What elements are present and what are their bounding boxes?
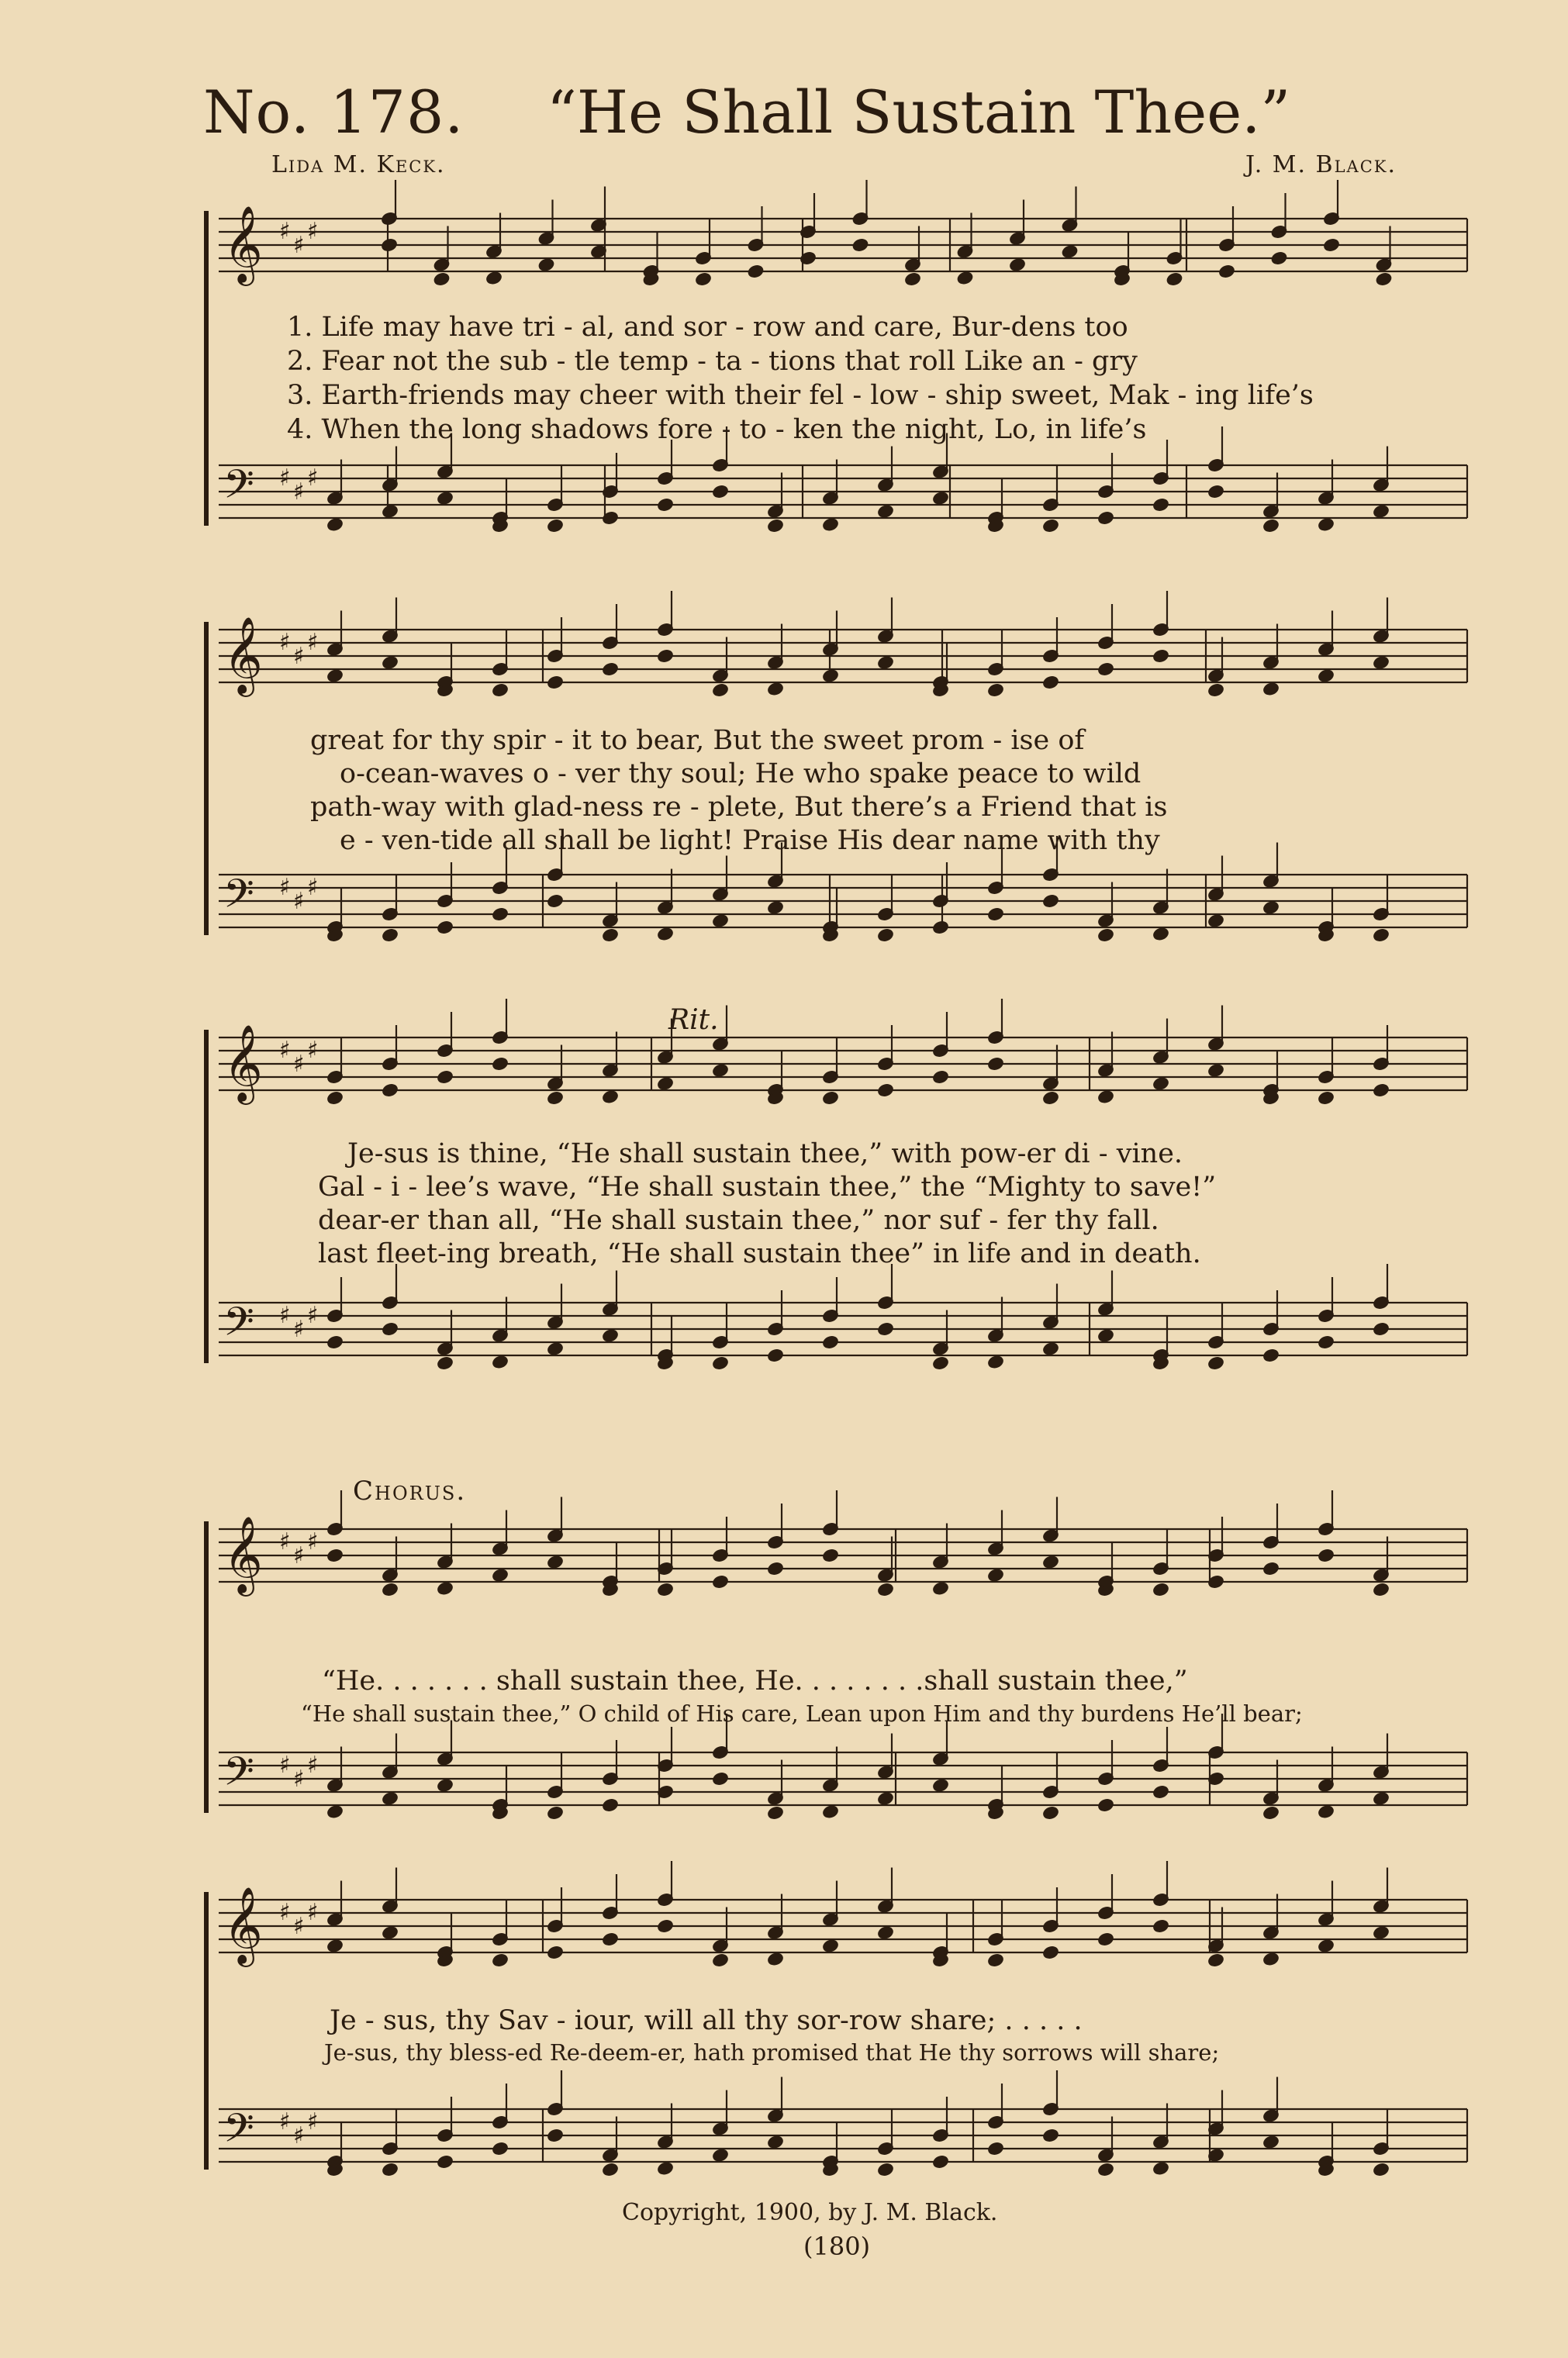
sharp-sign: ♯ [293,888,305,915]
verse-4-line-3: last fleet-ing breath, “He shall sustain thee” in life and in death. [318,1238,1201,1269]
bass-clef: 𝄢 [223,461,254,517]
lyricist-credit: Lida M. Keck. [271,151,446,178]
bass-clef: 𝄢 [223,1298,254,1355]
chorus-upper-line-2: Je - sus, thy Sav - iour, will all thy sor-row share; . . . . . [330,2005,1083,2036]
bass-clef: 𝄢 [223,1748,254,1804]
sharp-sign: ♯ [293,1542,305,1569]
verse-3-line-2: path-way with glad-ness re - plete, But there’s a Friend that is [310,792,1168,823]
sharp-sign: ♯ [293,478,305,506]
verse-4-line-1: 4. When the long shadows fore - to - ken the night, Lo, in life’s [287,414,1147,445]
verse-1-line-3: Je-sus is thine, “He shall sustain thee,” with pow-er di - vine. [347,1138,1183,1169]
sharp-sign: ♯ [307,1752,319,1779]
clefs-and-keys [223,205,319,2161]
sharp-sign: ♯ [279,629,291,656]
sharp-sign: ♯ [279,2108,291,2135]
treble-clef: 𝄞 [223,1024,263,1102]
verse-1-line-1: 1. Life may have tri - al, and sor - row and care, Bur-dens too [287,312,1128,343]
verse-1-line-2: great for thy spir - it to bear, But the sweet prom - ise of [310,725,1085,756]
verse-2-line-2: o-cean-waves o - ver thy soul; He who spake peace to wild [340,758,1141,789]
verse-2-line-3: Gal - i - lee’s wave, “He shall sustain thee,” the “Mighty to save!” [318,1172,1217,1203]
hymn-title: “He Shall Sustain Thee.” [547,78,1291,147]
chorus-upper-line-1: “He. . . . . . . shall sustain thee, He. . . . . . . .shall sustain thee,” [322,1666,1188,1697]
composer-credit: J. M. Black. [1245,151,1397,178]
sharp-sign: ♯ [279,1528,291,1555]
sharp-sign: ♯ [293,1316,305,1343]
treble-clef: 𝄞 [223,205,263,283]
ritardando-marking: Rit. [668,1004,719,1036]
sharp-sign: ♯ [293,1913,305,1940]
chorus-label: Chorus. [353,1476,467,1507]
sharp-sign: ♯ [307,629,319,656]
sharp-sign: ♯ [307,464,319,492]
sharp-sign: ♯ [279,464,291,492]
sharp-sign: ♯ [307,1899,319,1926]
sharp-sign: ♯ [307,1037,319,1064]
sharp-sign: ♯ [293,1051,305,1078]
chorus-lower-line-2: Je-sus, thy bless-ed Re-deem-er, hath promised that He thy sorrows will share; [324,2039,1220,2066]
verse-3-line-3: dear-er than all, “He shall sustain thee,” nor suf - fer thy fall. [318,1205,1159,1236]
hymn-number: No. 178. [203,78,465,147]
page-number: (180) [803,2232,871,2261]
chorus-lower-line-1: “He shall sustain thee,” O child of His care, Lean upon Him and thy burdens He’ll bear; [301,1700,1303,1727]
verse-2-line-1: 2. Fear not the sub - tle temp - ta - tions that roll Like an - gry [287,346,1138,377]
sharp-sign: ♯ [307,1528,319,1555]
sharp-sign: ♯ [307,218,319,245]
sharp-sign: ♯ [279,874,291,901]
sharp-sign: ♯ [293,232,305,259]
verse-4-line-2: e - ven-tide all shall be light! Praise His dear name with thy [340,825,1160,856]
sharp-sign: ♯ [293,643,305,670]
bass-clef: 𝄢 [223,2104,254,2161]
sharp-sign: ♯ [279,1037,291,1064]
treble-clef: 𝄞 [223,1887,263,1964]
verse-3-line-1: 3. Earth-friends may cheer with their fel - low - ship sweet, Mak - ing life’s [287,380,1314,411]
treble-clef: 𝄞 [223,616,263,694]
sharp-sign: ♯ [279,1899,291,1926]
sharp-sign: ♯ [307,1302,319,1329]
sharp-sign: ♯ [279,218,291,245]
sharp-sign: ♯ [279,1302,291,1329]
copyright-notice: Copyright, 1900, by J. M. Black. [622,2199,998,2226]
sharp-sign: ♯ [279,1752,291,1779]
bass-clef: 𝄢 [223,870,254,927]
sharp-sign: ♯ [293,2122,305,2149]
sharp-sign: ♯ [307,874,319,901]
sharp-sign: ♯ [307,2108,319,2135]
treble-clef: 𝄞 [223,1516,263,1593]
sharp-sign: ♯ [293,1766,305,1793]
